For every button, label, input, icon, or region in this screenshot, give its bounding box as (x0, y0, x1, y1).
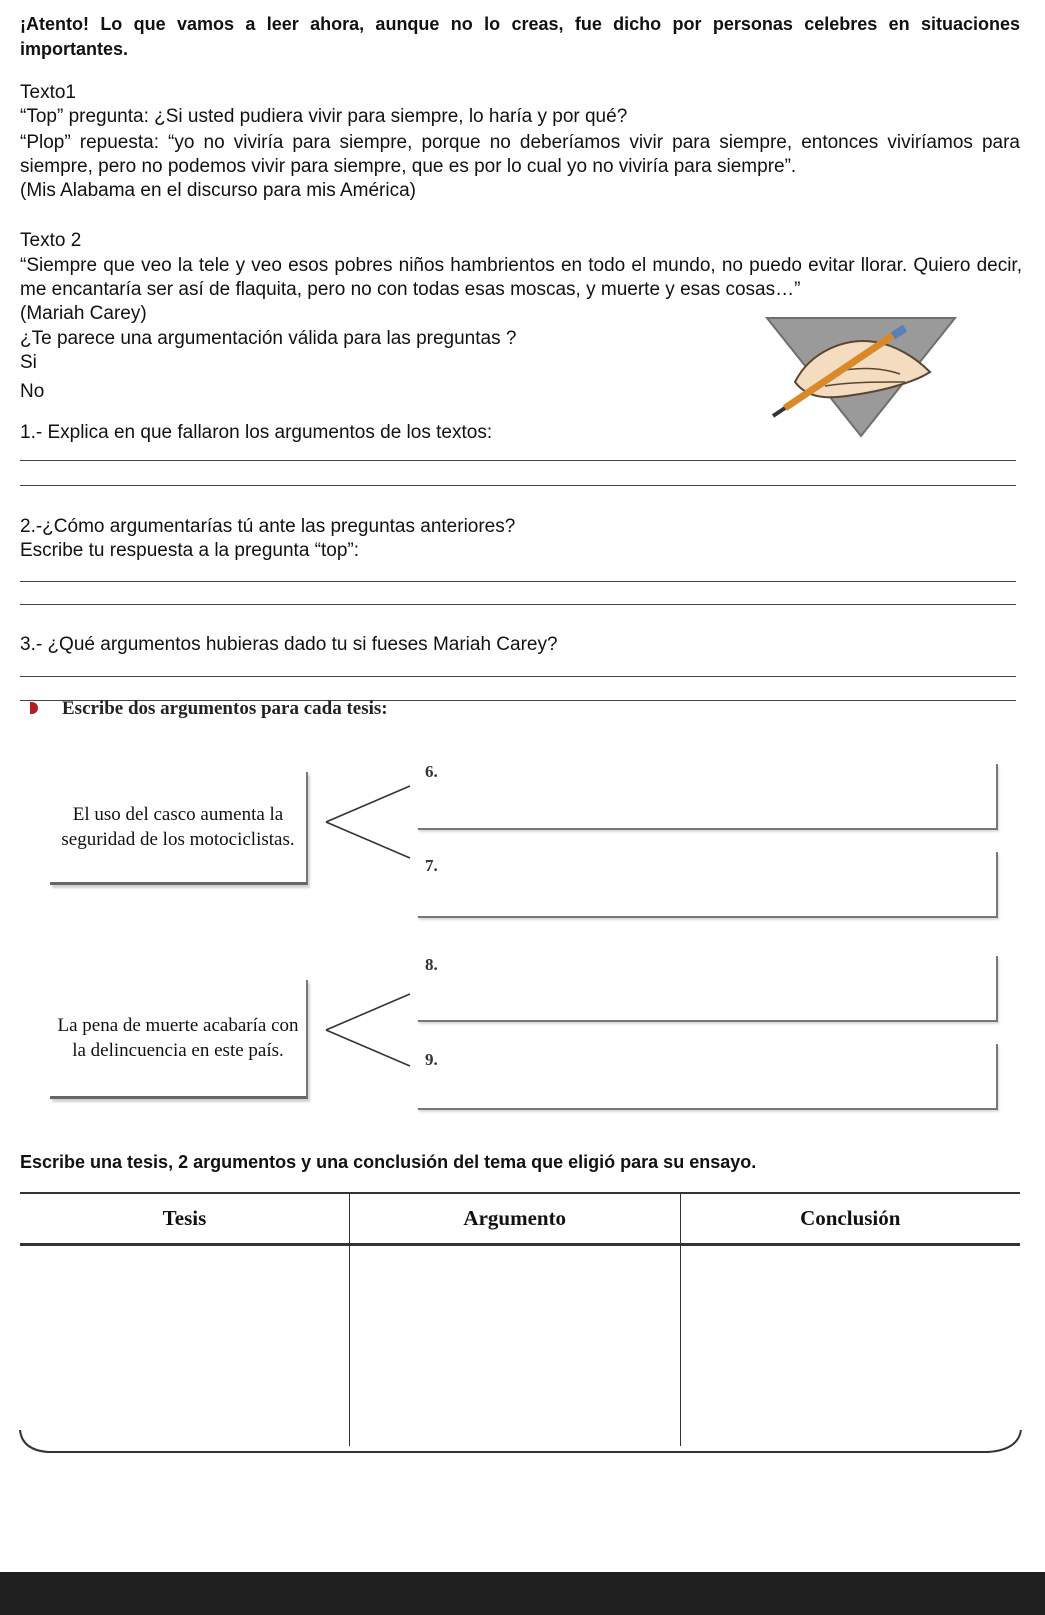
q2-subtext: Escribe tu respuesta a la pregunta “top”: (20, 540, 360, 561)
texto2-quote: “Siempre que veo la tele y veo esos pobres niños hambrientos en todo el mundo, no puedo evitar llorar. Quiero decir, me encantaría ser así de flaquita, pero no con todas esas moscas, y muerte y esas cosas…” (20, 255, 1022, 300)
column-header-tesis: Tesis (20, 1193, 349, 1245)
texto1-question: “Top” pregunta: ¿Si usted pudiera vivir para siempre, lo haría y por qué? (20, 106, 628, 127)
answer-box[interactable] (418, 764, 998, 830)
q1-text: 1.- Explica en que fallaron los argumentos de los textos: (20, 422, 493, 443)
item-number: 7. (425, 856, 438, 875)
answer-line[interactable] (20, 581, 1016, 582)
texto2-source: (Mariah Carey) (20, 303, 147, 324)
texto1-source: (Mis Alabama en el discurso para mis América) (20, 180, 416, 201)
essay-table (20, 1192, 1020, 1446)
q3-text: 3.- ¿Qué argumentos hubieras dado tu si fueses Mariah Carey? (20, 634, 558, 655)
item-number: 9. (425, 1050, 438, 1069)
exercise-instruction: Escribe dos argumentos para cada tesis: (62, 698, 388, 719)
answer-box[interactable] (418, 852, 998, 918)
hand-writing-pencil-icon (765, 312, 960, 442)
table-bottom-border (18, 1428, 1023, 1458)
answer-line[interactable] (20, 604, 1016, 605)
thesis-text: El uso del casco aumenta la seguridad de los motociclistas. (61, 804, 295, 850)
intro-text: ¡Atento! Lo que vamos a leer ahora, aunque no lo creas, fue dicho por personas celebres en situaciones importantes. (20, 14, 1020, 59)
thesis-box (50, 980, 308, 1099)
item-number: 8. (425, 955, 438, 974)
poll-option-yes[interactable]: Si (20, 352, 37, 373)
answer-line[interactable] (20, 460, 1016, 461)
thesis-box (50, 772, 308, 885)
table-cell[interactable] (20, 1245, 349, 1447)
footer-bar (0, 1572, 1045, 1615)
column-header-argumento: Argumento (349, 1193, 680, 1245)
q2-text: 2.-¿Cómo argumentarías tú ante las preguntas anteriores? (20, 516, 516, 537)
column-header-conclusion: Conclusión (680, 1193, 1020, 1245)
bullet-icon (30, 702, 38, 714)
bracket-connector (322, 990, 412, 1070)
poll-option-no[interactable]: No (20, 381, 45, 402)
texto2-title: Texto 2 (20, 230, 82, 251)
essay-instruction: Escribe una tesis, 2 argumentos y una conclusión del tema que eligió para su ensayo. (20, 1152, 757, 1172)
answer-box[interactable] (418, 956, 998, 1022)
item-number: 6. (425, 762, 438, 781)
answer-box[interactable] (418, 1044, 998, 1110)
table-cell[interactable] (349, 1245, 680, 1447)
answer-line[interactable] (20, 676, 1016, 677)
texto1-answer: “Plop” repuesta: “yo no viviría para siempre, porque no deberíamos vivir para siempre, entonces viviríamos para siempre, pero no podemos vivir para siempre, que es por lo cual yo no viviría para siempre”. (20, 132, 1020, 177)
table-cell[interactable] (680, 1245, 1020, 1447)
answer-line[interactable] (20, 485, 1016, 486)
thesis-text: La pena de muerte acabaría con la delincuencia en este país. (57, 1015, 299, 1061)
texto1-title: Texto1 (20, 82, 76, 103)
bracket-connector (322, 782, 412, 862)
poll-question: ¿Te parece una argumentación válida para las preguntas ? (20, 328, 517, 349)
